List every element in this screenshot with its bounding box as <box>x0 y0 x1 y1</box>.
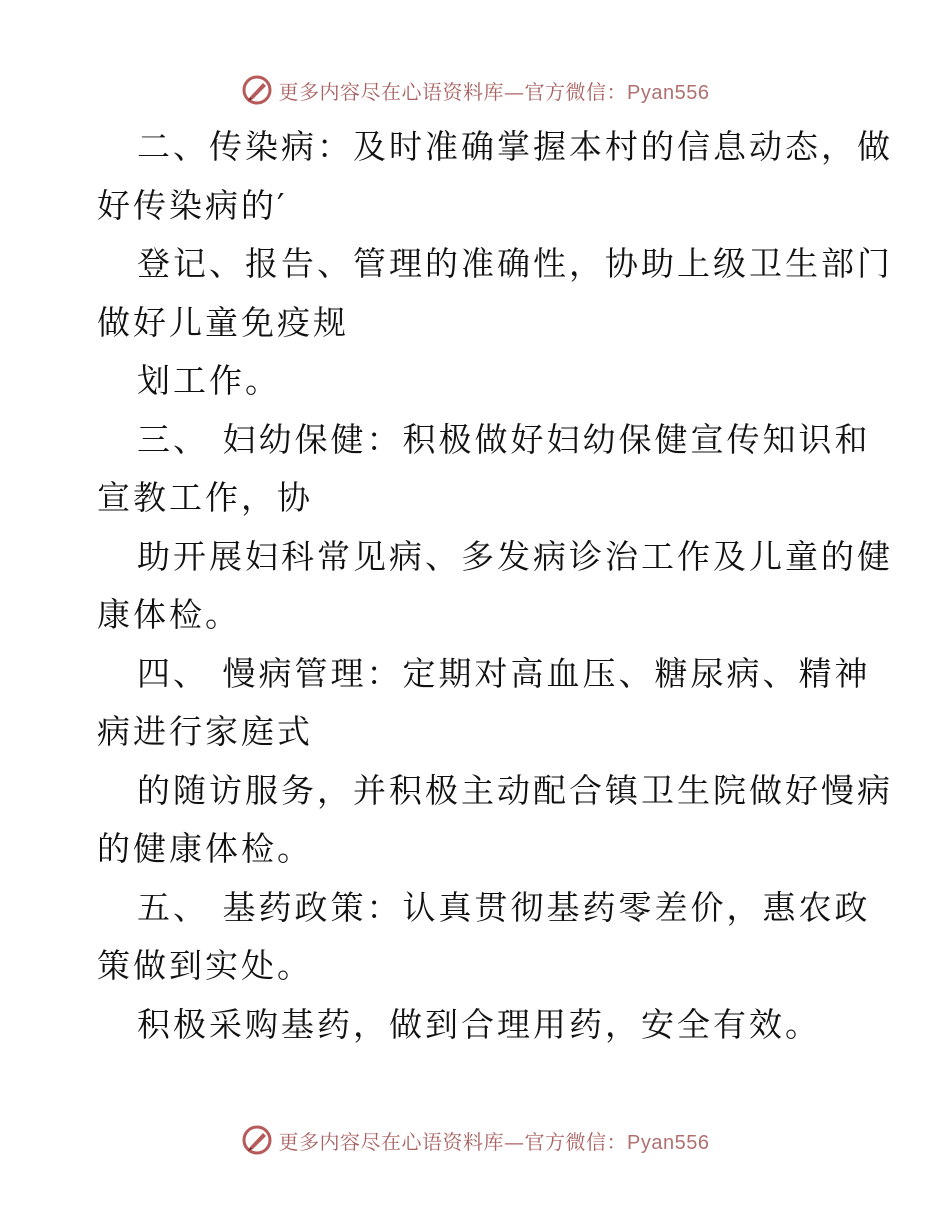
text-line: 助开展妇科常见病、多发病诊治工作及儿童的健 <box>137 536 893 576</box>
text-line: 二、传染病：及时准确掌握本村的信息动态，做 <box>137 127 893 166</box>
text-line: 三、 妇幼保健：积极做好妇幼保健宣传知识和 <box>137 419 871 459</box>
banner-text: 更多内容尽在心语资料库—官方微信：Pyan556 <box>278 1129 710 1154</box>
text-line: 做好儿童免疫规 <box>97 302 349 342</box>
text-line: 的健康体检。 <box>97 829 313 868</box>
header-banner <box>0 70 950 110</box>
document-body <box>97 118 893 1054</box>
text-line: 划工作。 <box>137 361 281 400</box>
banner-text: 更多内容尽在心语资料库—官方微信：Pyan556 <box>278 79 710 104</box>
text-line: 康体检。 <box>97 595 241 634</box>
text-line: 积极采购基药，做到合理用药，安全有效。 <box>137 1004 821 1044</box>
text-line: 病进行家庭式 <box>97 712 313 751</box>
footer-banner <box>0 1120 950 1160</box>
text-line: 宣教工作，协 <box>97 478 313 517</box>
pen-circle-logo-icon <box>241 1124 273 1156</box>
text-line: 的随访服务，并积极主动配合镇卫生院做好慢病 <box>137 770 893 810</box>
pen-circle-logo-icon <box>241 74 273 106</box>
text-line: 登记、报告、管理的准确性，协助上级卫生部门 <box>137 244 893 283</box>
text-line: 策做到实处。 <box>97 946 313 985</box>
text-line: 四、 慢病管理：定期对高血压、糖尿病、精神 <box>137 653 871 693</box>
text-line: 好传染病的′ <box>97 185 288 225</box>
text-line: 五、 基药政策：认真贯彻基药零差价，惠农政 <box>137 887 871 927</box>
